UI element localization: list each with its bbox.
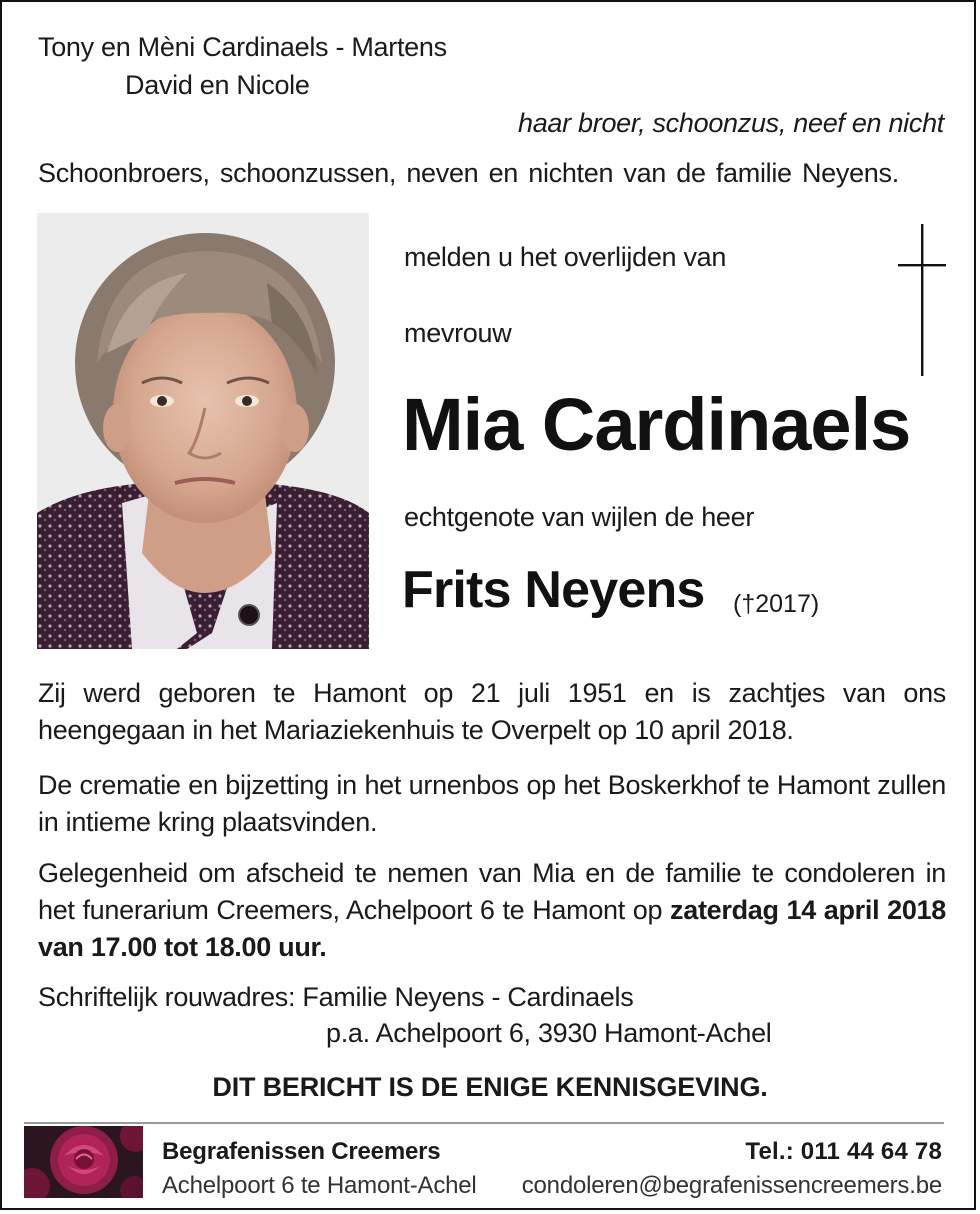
portrait-photo	[37, 213, 369, 649]
funeral-home-email: condoleren@begrafenissencreemers.be	[521, 1172, 942, 1199]
spouse-intro: echtgenote van wijlen de heer	[404, 502, 755, 532]
announcement-title: mevrouw	[404, 318, 512, 348]
mourning-address-line-2: p.a. Achelpoort 6, 3930 Hamont-Achel	[326, 1018, 772, 1048]
announcement-intro: melden u het overlijden van	[404, 242, 727, 272]
visitation-date: zaterdag 14 april 2018 van 17.00 tot 18.00 uur.	[38, 895, 946, 962]
family-line-2: David en Nicole	[125, 70, 310, 100]
funeral-home-phone: Tel.: 011 44 64 78	[745, 1138, 942, 1165]
deceased-name: Mia Cardinaels	[402, 383, 911, 466]
mourning-address-line-1: Schriftelijk rouwadres: Familie Neyens - Cardinaels	[38, 982, 634, 1012]
footer-divider	[24, 1122, 944, 1124]
family-line-1: Tony en Mèni Cardinaels - Martens	[38, 32, 447, 62]
family-relation: haar broer, schoonzus, neef en nicht	[518, 108, 944, 138]
funeral-home-address: Achelpoort 6 te Hamont-Achel	[162, 1172, 477, 1199]
cross-icon	[898, 224, 946, 376]
funeral-home-name: Begrafenissen Creemers	[162, 1138, 441, 1165]
birth-death-paragraph: Zij werd geboren te Hamont op 21 juli 1951 en is zachtjes van ons heengegaan in het Mariaziekenhuis te Overpelt op 10 april 2018.	[38, 678, 946, 745]
visitation-text: Gelegenheid om afscheid te nemen van Mia en de familie te condoleren in het funerarium Creemers, Achelpoort 6 te Hamont op	[38, 858, 946, 925]
visitation-paragraph	[38, 855, 946, 966]
sole-notice: DIT BERICHT IS DE ENIGE KENNISGEVING.	[212, 1072, 768, 1102]
rose-image	[24, 1126, 143, 1198]
family-inlaws: Schoonbroers, schoonzussen, neven en nichten van de familie Neyens.	[38, 158, 899, 188]
spouse-death-year: (†2017)	[733, 590, 820, 618]
spouse-name: Frits Neyens	[402, 561, 705, 619]
cremation-paragraph: De crematie en bijzetting in het urnenbos op het Boskerkhof te Hamont zullen in intieme kring plaatsvinden.	[38, 770, 946, 837]
